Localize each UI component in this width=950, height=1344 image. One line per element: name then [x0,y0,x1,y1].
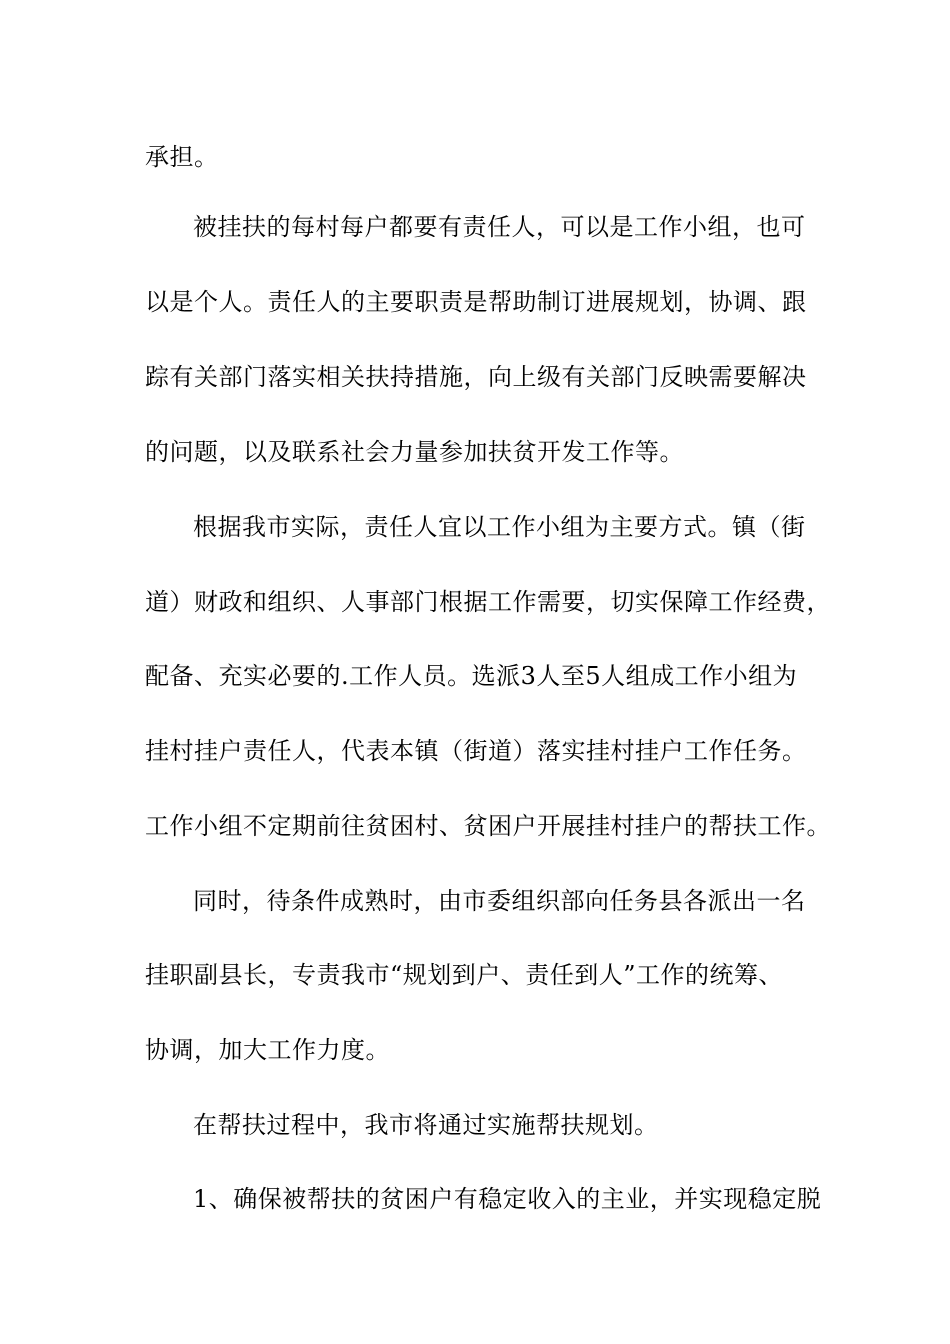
text-line: 挂村挂户责任人，代表本镇（街道）落实挂村挂户工作任务。 [145,737,807,765]
text-line: 配备、充实必要的.工作人员。选派3人至5人组成工作小组为 [145,662,798,690]
text-line: 协调，加大工作力度。 [145,1036,390,1064]
text-line: 挂职副县长，专责我市“规划到户、责任到人”工作的统筹、 [145,961,784,989]
text-line: 根据我市实际，责任人宜以工作小组为主要方式。镇（街 [193,513,806,541]
text-line: 以是个人。责任人的主要职责是帮助制订进展规划，协调、跟 [145,288,807,316]
text-line: 道）财政和组织、人事部门根据工作需要，切实保障工作经费， [145,588,831,616]
text-line: 1、确保被帮扶的贫困户有稳定收入的主业，并实现稳定脱 [193,1185,822,1213]
text-line: 同时，待条件成熟时，由市委组织部向任务县各派出一名 [193,887,806,915]
text-line: 承担。 [145,143,219,171]
text-line: 被挂扶的每村每户都要有责任人，可以是工作小组，也可 [193,213,806,241]
text-line: 工作小组不定期前往贫困村、贫困户开展挂村挂户的帮扶工作。 [145,812,831,840]
text-line: 在帮扶过程中，我市将通过实施帮扶规划。 [193,1111,659,1139]
text-line: 踪有关部门落实相关扶持措施，向上级有关部门反映需要解决 [145,363,807,391]
text-line: 的问题，以及联系社会力量参加扶贫开发工作等。 [145,438,684,466]
